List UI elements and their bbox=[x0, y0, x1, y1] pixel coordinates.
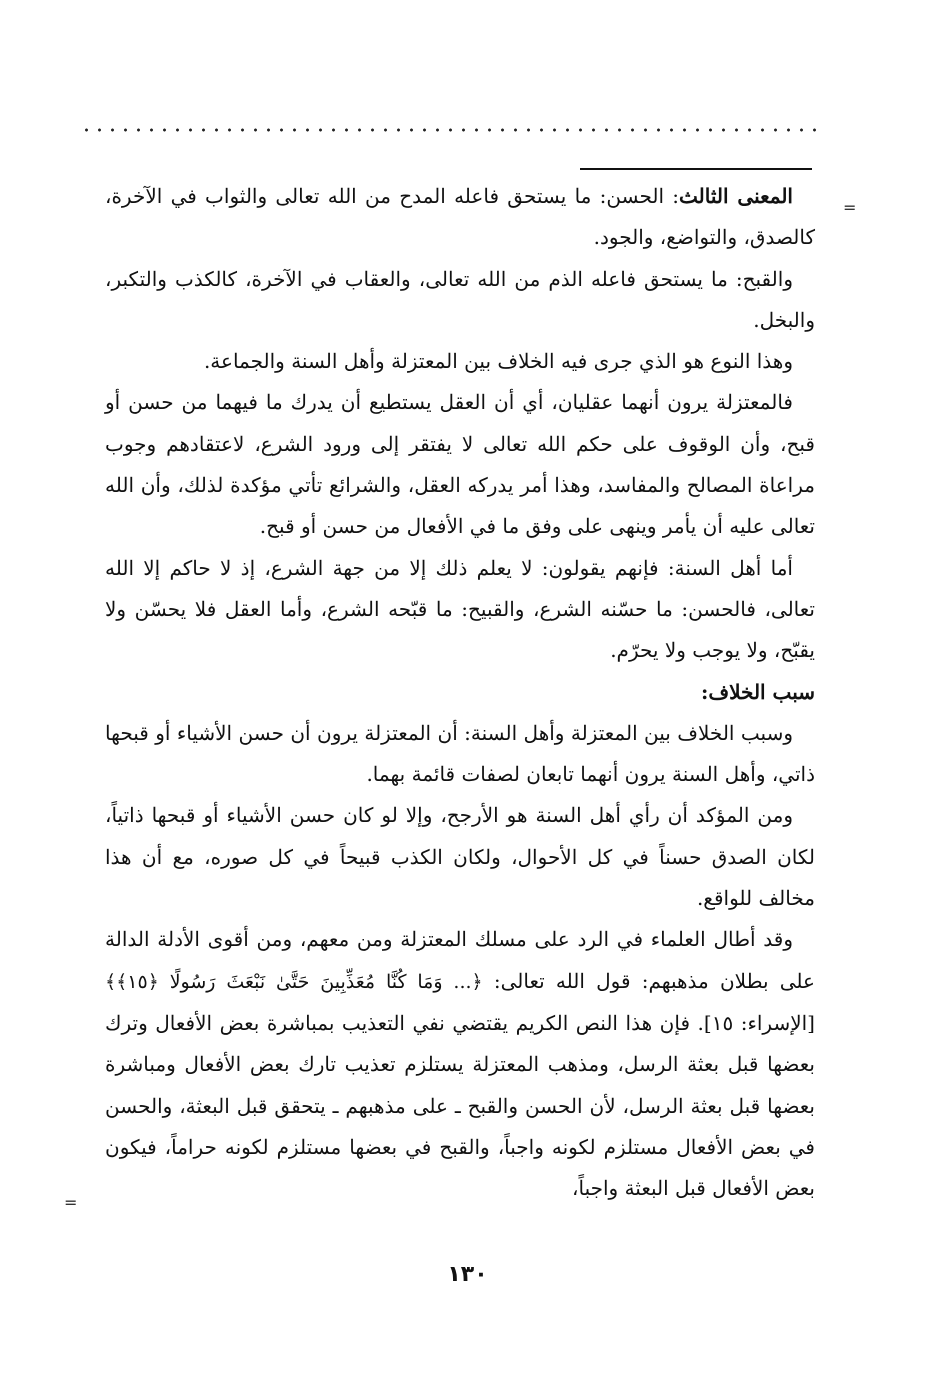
paragraph-2: والقبح: ما يستحق فاعله الذم من الله تعالى، والعقاب في الآخرة، كالكذب والتكبر، والبخل. bbox=[105, 266, 815, 332]
paragraph-1-lead: المعنى الثالث bbox=[679, 184, 793, 208]
paragraph-3: وهذا النوع هو الذي جرى فيه الخلاف بين المعتزلة وأهل السنة والجماعة. bbox=[203, 349, 793, 374]
paragraph-8-after: [الإسراء: ١٥]. فإن هذا النص الكريم يقتضي نفي التعذيب بمباشرة بعض الأفعال وترك بعضها قبل بعثة الرسل، ومذهب المعتزلة يستلزم تعذيب تارك بعض الأفعال ومباشرة بعضها قبل بعثة الرسل، لأن الحسن والقبح ـ على مذهبهم ـ يتحقق قبل البعثة، والحسن في بعض الأفعال مستلزم لكونه واجباً، والقبح في بعضها مستلزم لكونه حراماً، فيكون بعض الأفعال قبل البعثة واجباً، bbox=[105, 1010, 815, 1201]
continuation-mark-top: = bbox=[843, 198, 857, 217]
dotted-separator bbox=[80, 124, 820, 136]
footnote-rule bbox=[580, 168, 812, 170]
footnote-text bbox=[105, 176, 815, 1209]
paragraph-1 bbox=[105, 176, 815, 259]
continuation-mark-bottom: = bbox=[64, 1193, 78, 1212]
paragraph-1-text: : الحسن: ما يستحق فاعله المدح من الله تعالى والثواب في الآخرة، كالصدق، والتواضع، والجود. bbox=[105, 184, 815, 250]
section-heading: سبب الخلاف: bbox=[700, 679, 815, 704]
paragraph-4: فالمعتزلة يرون أنهما عقليان، أي أن العقل يستطيع أن يدرك ما فيهما من حسن أو قبح، وأن الوقوف على حكم الله تعالى لا يفتقر إلى ورود الشرع، لاعتقادهم وجوب مراعاة المصالح والمفاسد، وهذا أمر يدركه العقل، والشرائع تأتي مؤكدة لذلك، وأن الله تعالى عليه أن يأمر وينهى على وفق ما في الأفعال من حسن أو قبح. bbox=[105, 390, 815, 539]
paragraph-8 bbox=[105, 919, 815, 1209]
paragraph-8-before: وقد أطال العلماء في الرد على مسلك المعتزلة ومن معهم، ومن أقوى الأدلة الدالة على بطلان مذهبهم: قول الله تعالى: bbox=[105, 927, 815, 993]
paragraph-5: أما أهل السنة: فإنهم يقولون: لا يعلم ذلك إلا من جهة الشرع، إذ لا حاكم إلا الله تعالى، فالحسن: ما حسّنه الشرع، والقبيح: ما قبّحه الشرع، وأما العقل فلا يحسّن ولا يقبّح، ولا يوجب ولا يحرّم. bbox=[105, 555, 815, 663]
quran-verse: ﴿... وَمَا كُنَّا مُعَذِّبِينَ حَتَّىٰ نَبْعَثَ رَسُولًا ﴿١٥﴾﴾ bbox=[105, 970, 483, 993]
page-number: ١٣٠ bbox=[447, 1262, 488, 1287]
paragraph-6: وسبب الخلاف بين المعتزلة وأهل السنة: أن المعتزلة يرون أن حسن الأشياء أو قبحها ذاتي، وأهل السنة يرون أنهما تابعان لصفات قائمة بهما. bbox=[105, 720, 815, 787]
paragraph-7: ومن المؤكد أن رأي أهل السنة هو الأرجح، وإلا لو كان حسن الأشياء أو قبحها ذاتياً، لكان الصدق حسناً في كل الأحوال، ولكان الكذب قبيحاً في كل صوره، مع أن هذا مخالف للواقع. bbox=[105, 803, 816, 911]
